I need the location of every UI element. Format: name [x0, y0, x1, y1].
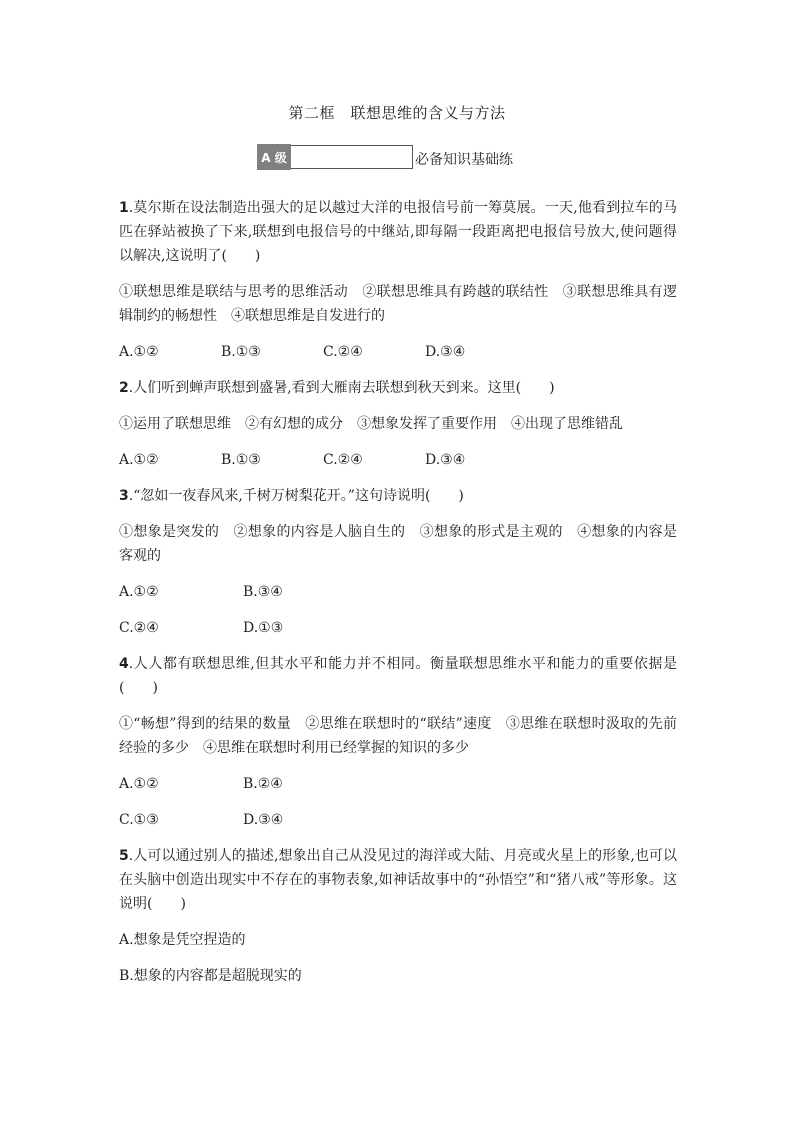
choice-c[interactable]: C.②④ — [323, 344, 363, 360]
level-header — [257, 144, 513, 170]
choice-c[interactable]: C.②④ — [323, 452, 363, 468]
choice-row — [119, 808, 677, 832]
question-number: 1 — [119, 200, 129, 216]
choice-row — [119, 580, 677, 604]
question-text: .人们听到蝉声联想到盛暑,看到大雁南去联想到秋天到来。这里( ) — [128, 380, 555, 396]
choice-a[interactable]: A.想象是凭空捏造的 — [119, 932, 246, 948]
question-1 — [119, 196, 677, 364]
question-3 — [119, 484, 677, 640]
question-stem — [119, 484, 677, 508]
choice-d[interactable]: D.③④ — [425, 452, 466, 468]
question-number: 3 — [119, 488, 129, 504]
question-number: 4 — [119, 656, 129, 672]
level-box — [291, 145, 413, 169]
choice-a[interactable]: A.①② — [119, 776, 159, 792]
choice-row — [119, 340, 677, 364]
choice-b[interactable]: B.②④ — [243, 776, 283, 792]
question-stem — [119, 376, 677, 400]
question-statements: ①想象是突发的 ②想象的内容是人脑自生的 ③想象的形式是主观的 ④想象的内容是客观的 — [119, 524, 677, 564]
question-stem — [119, 652, 677, 700]
question-text: .人可以通过别人的描述,想象出自己从没见过的海洋或大陆、月亮或火星上的形象,也可以在头脑中创造出现实中不存在的事物表象,如神话故事中的“孙悟空”和“猪八戒”等形象。这说明( ) — [119, 848, 677, 912]
choice-d[interactable]: D.①③ — [243, 620, 284, 636]
choice-b[interactable]: B.③④ — [243, 584, 283, 600]
question-stem — [119, 196, 677, 268]
question-statements: ①联想思维是联结与思考的思维活动 ②联想思维具有跨越的联结性 ③联想思维具有逻辑制约的畅想性 ④联想思维是自发进行的 — [119, 284, 677, 324]
choice-b[interactable]: B.①③ — [221, 452, 261, 468]
choice-row — [119, 772, 677, 796]
choice-row — [119, 448, 677, 472]
choice-b[interactable]: B.①③ — [221, 344, 261, 360]
choice-b[interactable]: B.想象的内容都是超脱现实的 — [119, 968, 302, 984]
page-title: 第二框 联想思维的含义与方法 — [288, 104, 506, 122]
question-2 — [119, 376, 677, 472]
question-list — [119, 196, 677, 1000]
choice-row — [119, 616, 677, 640]
question-text: .人人都有联想思维,但其水平和能力并不相同。衡量联想思维水平和能力的重要依据是( ) — [119, 656, 677, 696]
level-badge: A 级 — [257, 144, 291, 170]
choice-a[interactable]: A.①② — [119, 452, 159, 468]
choice-a[interactable]: A.①② — [119, 584, 159, 600]
choice-c[interactable]: C.②④ — [119, 620, 159, 636]
question-4 — [119, 652, 677, 832]
choice-d[interactable]: D.③④ — [243, 812, 284, 828]
question-text: .“忽如一夜春风来,千树万树梨花开。”这句诗说明( ) — [128, 488, 464, 504]
question-5 — [119, 844, 677, 988]
question-stem — [119, 844, 677, 916]
level-text: 必备知识基础练 — [415, 152, 513, 168]
choice-c[interactable]: C.①③ — [119, 812, 159, 828]
question-text: .莫尔斯在设法制造出强大的足以越过大洋的电报信号前一筹莫展。一天,他看到拉车的马匹在驿站被换了下来,联想到电报信号的中继站,即每隔一段距离把电报信号放大,使问题得以解决,这说明了( ) — [119, 200, 677, 264]
choice-d[interactable]: D.③④ — [425, 344, 466, 360]
question-statements: ①“畅想”得到的结果的数量 ②思维在联想时的“联结”速度 ③思维在联想时汲取的先前经验的多少 ④思维在联想时利用已经掌握的知识的多少 — [119, 716, 677, 756]
question-statements: ①运用了联想思维 ②有幻想的成分 ③想象发挥了重要作用 ④出现了思维错乱 — [119, 416, 623, 432]
question-number: 5 — [119, 848, 129, 864]
choice-a[interactable]: A.①② — [119, 344, 159, 360]
question-number: 2 — [119, 380, 129, 396]
